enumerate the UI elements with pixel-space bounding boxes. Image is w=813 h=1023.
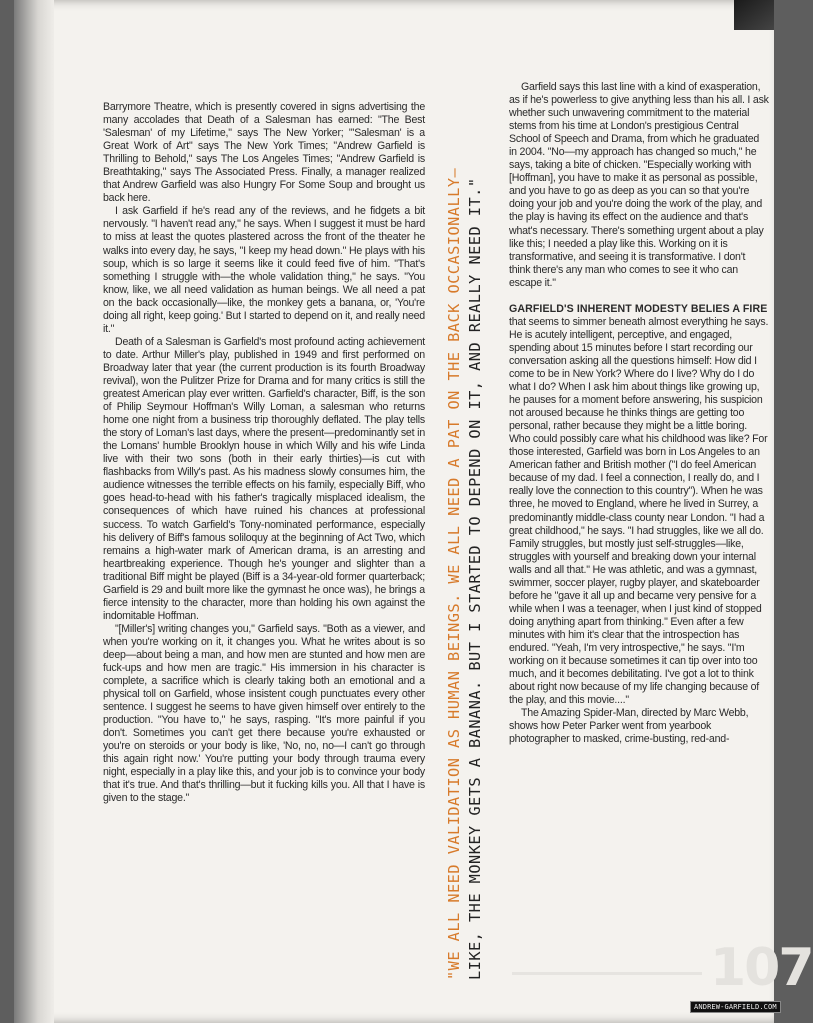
article-paragraph: Death of a Salesman is Garfield's most profound acting achievement to date. Arthur Miller's play, published in 1949 and first performed on Broadway later that year (the current production is its fourth Broadway revival), won the Pulitzer Prize for Drama and for many critics is still the greatest American play ever written. Garfield's character, Biff, is the son of Philip Seymour Hoffman's Willy Loman, a salesman who returns home one night from a business trip thoroughly deflated. The play tells the story of Loman's last days, where the present—predominantly set in the Lomans' humble Brooklyn house in which Willy and his wife Linda live with their two sons (both in their early thirties)—is cut with flashbacks from Willy's past. As his madness slowly consumes him, the audience witnesses the terrible effects on his family, especially Biff, who goes head-to-head with his father's tragically misplaced idealism, the consequences of which have ruined his chances at professional success. To watch Garfield's Tony-nominated performance, especially his delivery of Biff's famous soliloquy at the beginning of Act Two, which remains a high-water mark of American drama, is an arresting and heartbreaking experience. Though he's younger and slighter than a traditional Biff might be played (Biff is a 34-year-old former quarterback; Garfield is 29 and built more like the gymnast he once was), he brings a fierce intensity to the character, more than holding his own against the indomitable Hoffman. <box>103 335 425 622</box>
article-paragraph: I ask Garfield if he's read any of the reviews, and he fidgets a bit nervously. "I haven't read any," he says. When I suggest it must be hard to miss at least the quotes plastered across the front of the theater he walks into every day, he says, "I keep my head down." He plays with his soup, which is so large it seems like it could feed five of him. "That's something I struggle with—the whole validation thing," he says. "You know, like, we all need validation as human beings. We all need a pat on the back occasionally—like, the monkey gets a banana, or, 'You're doing all right, keep going.' But I started to depend on it, and really need it." <box>103 205 425 335</box>
article-paragraph <box>509 303 769 707</box>
pull-quote-line-1: "WE ALL NEED VALIDATION AS HUMAN BEINGS. WE ALL NEED A PAT ON THE BACK OCCASIONALLY— <box>445 167 463 980</box>
site-watermark: ANDREW-GARFIELD.COM <box>690 1001 781 1013</box>
page-spine-shadow <box>14 0 54 1023</box>
pull-quote <box>444 120 510 980</box>
article-paragraph: Garfield says this last line with a kind of exasperation, as if he's powerless to give anything less than his all. I ask whether such unwavering commitment to the material stems from his time at London's prestigious Central School of Speech and Drama, from which he graduated in 2004. "No—my approach has changed so much," he says, taking a bite of chicken. "Especially working with [Hoffman], you have to make it as personal as possible, and you have to go as deep as you can so that you're doing your job and you're doing the work of the play, and the play is having its effect on the audience and that's what's necessary. There's something urgent about a play like this; I needed a play like this. Working on it is transformative, and seeing it is transformative. I don't think there's any man who comes to see it who can escape it." <box>509 81 769 289</box>
page-corner-shadow <box>734 0 774 30</box>
article-column-left <box>103 101 425 806</box>
footer-rule <box>512 972 702 975</box>
article-paragraph: "[Miller's] writing changes you," Garfield says. "Both as a viewer, and when you're working on it, it changes you. What he writes about is so deep—about being a man, and how men are stunted and how men are fuck-ups and how men are tragic." His immersion in his character is complete, a sacrifice which is clearly taking both an emotional and a physical toll on Garfield, whose insistent cough punctuates every other sentence. I suggest he seems to have given himself over entirely to the production. "You have to," he says, rasping. "It's more painful if you don't. Sometimes you can't get there because you're exhausted or you're on steroids or your body is like, 'No, no, no—I can't go through this again right now.' You're putting your body through trauma every night, especially in a play like this, and your job is to convince your body that it's true. And that's thrilling—but it fucking kills you. All that I have is given to the stage." <box>103 622 425 805</box>
article-paragraph: The Amazing Spider-Man, directed by Marc Webb, shows how Peter Parker went from yearbook photographer to masked, crime-busting, red-and- <box>509 707 749 746</box>
article-column-right <box>509 81 769 746</box>
page-number: 107 <box>710 938 813 998</box>
pull-quote-line-2: LIKE, THE MONKEY GETS A BANANA. BUT I STARTED TO DEPEND ON IT, AND REALLY NEED IT." <box>466 177 484 980</box>
article-paragraph-text: that seems to simmer beneath almost everything he says. He is acutely intelligent, perceptive, and engaged, spending about 15 minutes before I start recording our conversation asking all the questions himself: How did I come to be in New York? Where do I live? Why do I do what I do? When I ask him about things like growing up, he pauses for a moment before answering, his suspicion not aroused because he thinks things are getting too personal, rather because they might be a little boring. Who could possibly care what his childhood was like? For those interested, Garfield was born in Los Angeles to an American father and British mother ("I do feel American because of my dad. I feel a connection, I really do, and I really love the connection to this country"). When he was three, he moved to England, where he lived in Surrey, a predominantly middle-class county near London. "I had a great childhood," he says. "I had struggles, like we all do. Family struggles, but mostly just self-struggles—like, struggles with yourself and breaking down your internal walls and all that." He was athletic, and was a gymnast, swimmer, soccer player, rugby player, and skateboarder before he "gave it all up and became very pensive for a while when I was a teenager, when I just kind of stopped doing anything apart from thinking." Even after a few minutes with him it's clear that the introspection has endured. "Yeah, I'm very introspective," he says. "I'm working on it because sometimes it can tip over into too much, and it becomes debilitating. I've got a lot to think about right now because of my life changing because of the play, and this movie...." <box>509 315 769 707</box>
magazine-page <box>14 0 813 1023</box>
section-subhead: GARFIELD'S INHERENT MODESTY BELIES A FIRE <box>509 302 768 315</box>
article-paragraph: Barrymore Theatre, which is presently covered in signs advertising the many accolades that Death of a Salesman has earned: "The Best 'Salesman' of my Lifetime," says The New Yorker; "'Salesman' is a Great Work of Art" says The New York Times; "Andrew Garfield is Thrilling to Behold," says The Los Angeles Times; "Andrew Garfield is Breathtaking," says The Associated Press. Finally, a manager realized that Andrew Garfield was also Hungry For Some Soup and brought us back here. <box>103 101 425 205</box>
